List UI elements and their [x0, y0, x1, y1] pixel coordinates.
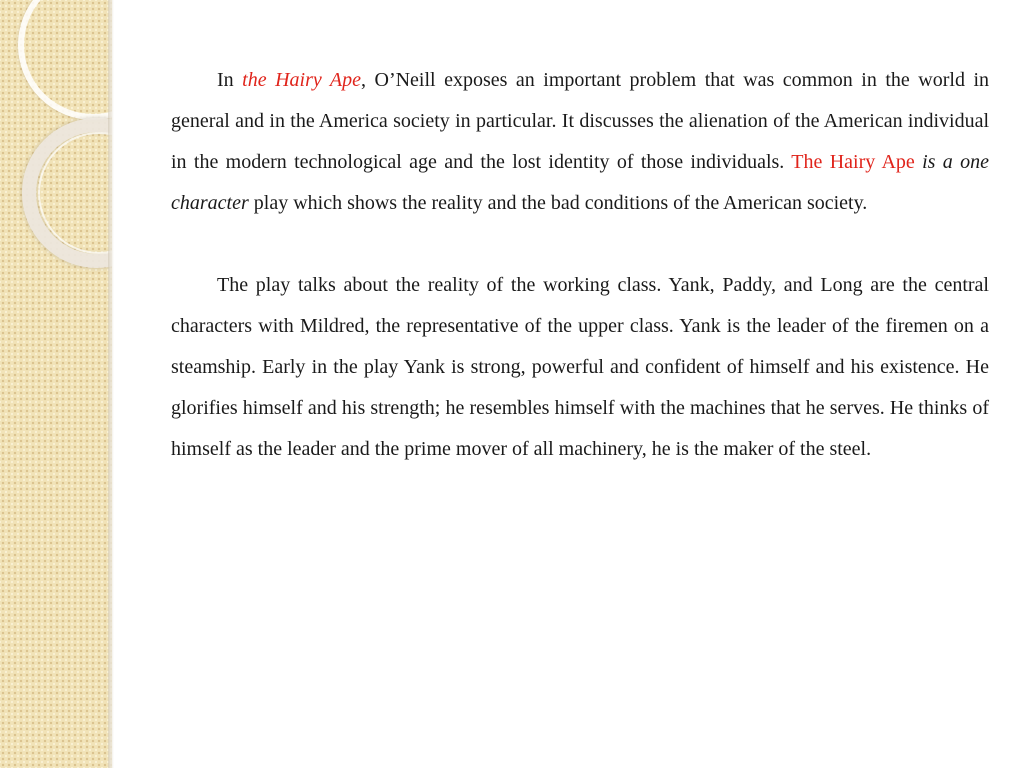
decorative-side-panel: [0, 0, 112, 768]
paragraph-1: [171, 60, 989, 224]
italic-phrase: is a one character: [171, 151, 990, 214]
paragraph-1-text-a: , O’Neill exposes an important problem that was common in the world in general and in the America society in particular. It discusses the alienation of the American individual in the modern technological age and the lost identity of those individuals.: [171, 69, 989, 173]
play-title-red: The Hairy Ape: [791, 151, 915, 173]
paragraph-1-text-b: play which shows the reality and the bad conditions of the American society.: [248, 192, 868, 214]
paragraph-2-text: The play talks about the reality of the working class. Yank, Paddy, and Long are the central characters with Mildred, the representative of the upper class. Yank is the leader of the firemen on a steamship. Early in the play Yank is strong, powerful and confident of himself and his existence. He glorifies himself and his strength; he resembles himself with the machines that he serves. He thinks of himself as the leader and the prime mover of all machinery, he is the maker of the steel.: [171, 274, 989, 460]
paragraph-2: [171, 265, 989, 470]
paragraph-1-in: In: [217, 69, 234, 91]
decorative-ring: [18, 0, 112, 120]
slide-body: [171, 60, 989, 470]
panel-edge-shadow: [108, 0, 114, 768]
play-title-italic: the Hairy Ape: [242, 69, 361, 91]
